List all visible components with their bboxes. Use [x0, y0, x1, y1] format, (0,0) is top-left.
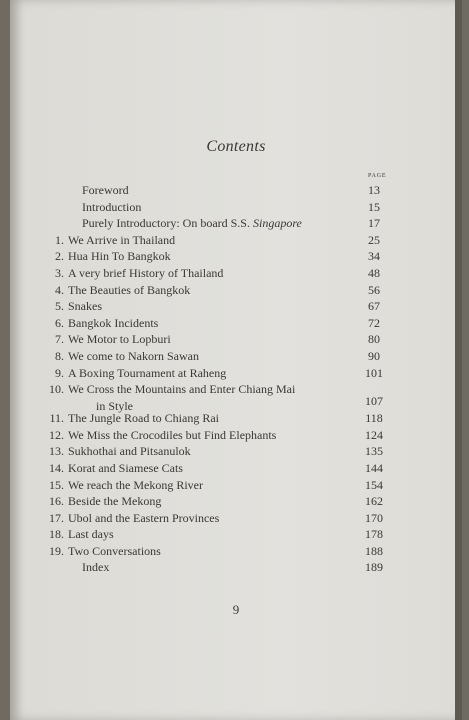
contents-entry [10, 331, 462, 348]
chapter-title-text: Sukhothai and Pitsanulok [68, 444, 191, 459]
contents-entry [10, 443, 462, 460]
page-ref: 13 [368, 183, 380, 197]
page-ref: 162 [365, 494, 383, 509]
page-ref: 118 [365, 411, 383, 426]
contents-entry [10, 215, 462, 232]
page-ref: 144 [365, 460, 383, 475]
page-ref: 15 [368, 199, 380, 214]
page-column-header: PAGE [368, 173, 387, 179]
chapter-title-text: Purely Introductory: On board S.S. [82, 216, 250, 231]
ship-name: Singapore [252, 216, 302, 231]
page-ref: 135 [365, 444, 383, 459]
chapter-number: 11. [49, 411, 64, 426]
page-ref: 170 [365, 510, 383, 525]
chapter-number: 10. [49, 382, 64, 397]
contents-entry [10, 199, 462, 216]
page-ref: 107 [365, 394, 383, 409]
contents-entry [10, 298, 462, 315]
contents-entry [10, 543, 462, 560]
chapter-number: 18. [49, 527, 64, 542]
page-title: Contents [206, 138, 266, 155]
chapter-title-text: Two Conversations [68, 543, 161, 558]
contents-list [10, 182, 462, 576]
chapter-title-text: We reach the Mekong River [68, 477, 203, 492]
page-ref: 80 [368, 332, 380, 347]
page-ref: 189 [365, 560, 383, 575]
chapter-title [68, 315, 348, 332]
chapter-number: 6. [55, 315, 64, 330]
chapter-title [82, 559, 362, 576]
chapter-title [68, 365, 348, 382]
chapter-title-text: Introduction [82, 199, 142, 214]
page-ref: 90 [368, 348, 380, 363]
chapter-title-text: Index [82, 560, 110, 575]
chapter-number: 9. [55, 365, 64, 380]
chapter-title [68, 460, 348, 477]
book-page [10, 0, 462, 720]
contents-entry [10, 315, 462, 332]
contents-entry [10, 182, 462, 199]
chapter-number: 4. [55, 282, 64, 297]
chapter-number: 7. [55, 332, 64, 347]
contents-entry [10, 265, 462, 282]
chapter-title-text: We Motor to Lopburi [68, 332, 171, 347]
chapter-title-text: Korat and Siamese Cats [68, 460, 183, 475]
chapter-number: 14. [49, 460, 64, 475]
chapter-title [68, 543, 348, 560]
page-ref: 48 [368, 265, 380, 280]
chapter-number: 8. [55, 348, 64, 363]
chapter-title-text: A Boxing Tournament at Raheng [68, 365, 227, 380]
chapter-number: 3. [55, 265, 64, 280]
chapter-title [68, 298, 348, 315]
chapter-title [82, 215, 362, 232]
chapter-number: 1. [55, 232, 64, 247]
chapter-title-text: A very brief History of Thailand [68, 265, 224, 280]
chapter-title [68, 493, 348, 510]
contents-entry [10, 427, 462, 444]
contents-entry [10, 282, 462, 299]
chapter-title-text: Hua Hin To Bangkok [68, 249, 171, 264]
page-ref: 124 [365, 427, 383, 442]
contents-entry [10, 381, 462, 413]
chapter-title [68, 248, 348, 265]
contents-entry [10, 460, 462, 477]
page-ref: 154 [365, 477, 383, 492]
chapter-title-text: We come to Nakorn Sawan [68, 348, 199, 363]
contents-entry [10, 510, 462, 527]
chapter-title-text: Last days [68, 527, 114, 542]
page-ref: 56 [368, 282, 380, 297]
chapter-number: 5. [55, 299, 64, 314]
contents-entry [10, 365, 462, 382]
chapter-number: 16. [49, 494, 64, 509]
contents-entry [10, 493, 462, 510]
chapter-title [68, 331, 348, 348]
chapter-number: 17. [49, 510, 64, 525]
chapter-title-text: Snakes [68, 299, 102, 314]
chapter-title-text: We Miss the Crocodiles but Find Elephants [68, 427, 277, 442]
contents-entry [10, 232, 462, 249]
chapter-title [68, 477, 348, 494]
page-ref: 178 [365, 527, 383, 542]
contents-entry [10, 477, 462, 494]
chapter-title [68, 427, 348, 444]
page-number: 9 [232, 602, 240, 617]
page-ref: 67 [368, 299, 380, 314]
contents-entry [10, 410, 462, 427]
chapter-title [68, 348, 348, 365]
chapter-title [68, 265, 348, 282]
chapter-title [68, 443, 348, 460]
contents-entry [10, 248, 462, 265]
chapter-title-continuation: in Style [96, 398, 134, 413]
chapter-title-text: Bangkok Incidents [68, 315, 159, 330]
chapter-title-text: Foreword [82, 183, 129, 197]
contents-entry [10, 526, 462, 543]
chapter-title [82, 199, 362, 216]
contents-entry [10, 559, 462, 576]
chapter-title [68, 410, 348, 427]
page-ref: 188 [365, 543, 383, 558]
chapter-title-text: The Beauties of Bangkok [68, 282, 191, 297]
page-ref: 34 [368, 249, 380, 264]
chapter-title [68, 526, 348, 543]
chapter-title-text: Beside the Mekong [68, 494, 162, 509]
chapter-number: 12. [49, 427, 64, 442]
chapter-title-text: We Arrive in Thailand [68, 232, 176, 247]
chapter-title-text: The Jungle Road to Chiang Rai [68, 411, 219, 426]
chapter-title [82, 182, 362, 199]
chapter-title [68, 232, 348, 249]
page-ref: 101 [365, 365, 383, 380]
chapter-title-text: We Cross the Mountains and Enter Chiang Mai [68, 382, 296, 397]
page-ref: 72 [368, 315, 380, 330]
page-ref: 25 [368, 232, 380, 247]
chapter-title [68, 510, 348, 527]
chapter-number: 15. [49, 477, 64, 492]
chapter-number: 13. [49, 444, 64, 459]
chapter-title [68, 282, 348, 299]
page-ref: 17 [368, 216, 380, 231]
chapter-number: 19. [49, 543, 64, 558]
contents-entry [10, 348, 462, 365]
chapter-title-text: Ubol and the Eastern Provinces [68, 510, 220, 525]
chapter-number: 2. [55, 249, 64, 264]
